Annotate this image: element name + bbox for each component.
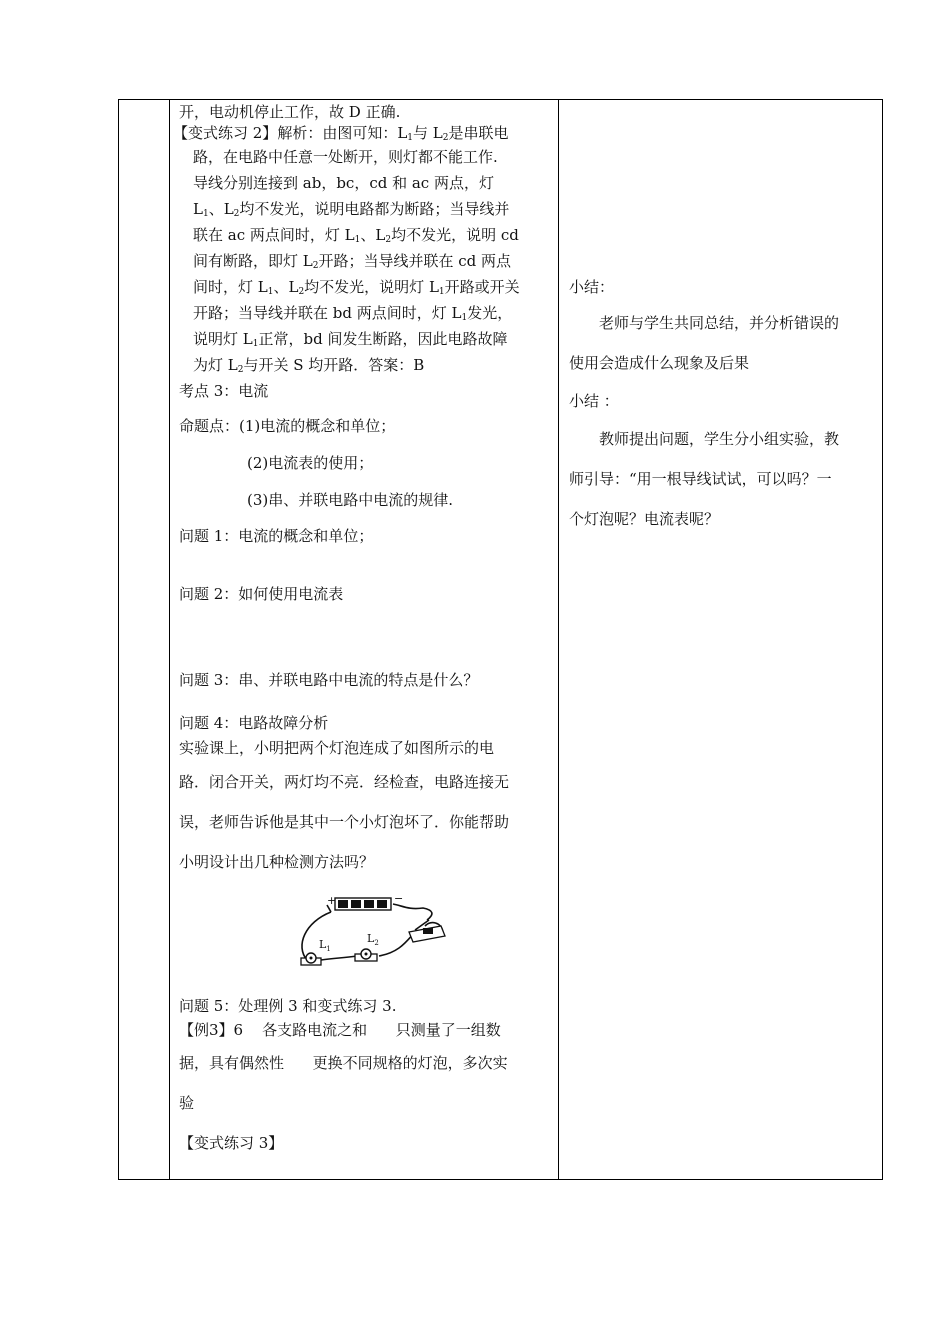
practice-3-label: 【变式练习 3】 (179, 1134, 284, 1152)
lamp-l2-label: $L_2$ (367, 932, 379, 947)
column-divider-left (169, 100, 170, 1179)
circuit-diagram (291, 892, 451, 972)
proposition-1: 命题点：(1)电流的概念和单位； (179, 417, 396, 435)
summary-heading-2: 小结 ： (569, 392, 619, 410)
experiment-text-2: 路．闭合开关，两灯均不亮．经检查，电路连接无 (179, 773, 510, 791)
summary-1-line-1: 老师与学生共同总结，并分析错误的 (599, 314, 840, 332)
battery-pack (335, 898, 391, 910)
example-3-line-2: 据，具有偶然性 更换不同规格的灯泡，多次实 (179, 1054, 508, 1072)
summary-2-line-3: 个灯泡呢？电流表呢？ (569, 510, 720, 528)
proposition-3: (3)串、并联电路中电流的规律. (247, 491, 454, 509)
lamp-l1-label: $L_1$ (319, 938, 331, 953)
practice2-label: 【变式练习 2】 (173, 124, 278, 142)
switch (409, 920, 445, 942)
battery-positive-label: + (327, 894, 337, 907)
question-2: 问题 2：如何使用电流表 (179, 585, 344, 603)
example-3-line-3: 验 (179, 1094, 195, 1112)
line-motor-stop: 开，电动机停止工作，故 D 正确. (179, 103, 401, 121)
battery-negative-label: − (394, 892, 404, 905)
proposition-2: (2)电流表的使用； (247, 454, 374, 472)
question-4: 问题 4：电路故障分析 (179, 714, 329, 732)
column-divider-right (558, 100, 559, 1179)
section-heading-kp3: 考点 3：电流 (179, 382, 269, 400)
notes-column (569, 276, 879, 530)
summary-1-line-2: 使用会造成什么现象及后果 (569, 354, 750, 372)
question-5: 问题 5：处理例 3 和变式练习 3. (179, 997, 397, 1015)
example-3-line-1: 【例3】6 各支路电流之和 只测量了一组数 (179, 1021, 501, 1039)
question-3: 问题 3：串、并联电路中电流的特点是什么？ (179, 671, 479, 689)
lamp-l2 (355, 949, 377, 961)
practice2-explanation: 路，在电路中任意一处断开，则灯都不能工作. 导线分别连接到 ab，bc，cd 和 ac 两点，灯 $L_1$、$L_2$均不发光，说明电路都为断路；当导线并 联在 ac 两点间时，灯 $L_1$、$L_2$均不发光，说明 cd 间有断路，即灯 $L_2$开路；当导线并联在 cd 两点 间时，灯 $L_1$、$L_2$均不发光，说明灯 $L_1$开路或开关 开路；当导线并联在 bd 两点间时，灯 $L_1$发光， 说明灯 $L_1$正常，bd 间发生断路，因此电路故障 为灯 $L_2$与开关 S 均开路．答案：B (193, 148, 520, 375)
experiment-text-4: 小明设计出几种检测方法吗？ (179, 853, 375, 871)
question-1: 问题 1：电流的概念和单位； (179, 527, 374, 545)
experiment-text-1: 实验课上，小明把两个灯泡连成了如图所示的电 (179, 739, 495, 757)
experiment-text-3: 误，老师告诉他是其中一个小灯泡坏了．你能帮助 (179, 813, 510, 831)
lesson-table (118, 99, 883, 1180)
practice2-heading: 【变式练习 2】解析：由图可知：$L_1$与 $L_2$是串联电 (173, 124, 509, 143)
summary-heading-1: 小结： (569, 278, 615, 296)
summary-2-line-2: 师引导：“用一根导线试试，可以吗？一 (569, 470, 832, 488)
content-column (173, 102, 551, 1163)
summary-2-line-1: 教师提出问题，学生分小组实验，教 (599, 430, 840, 448)
